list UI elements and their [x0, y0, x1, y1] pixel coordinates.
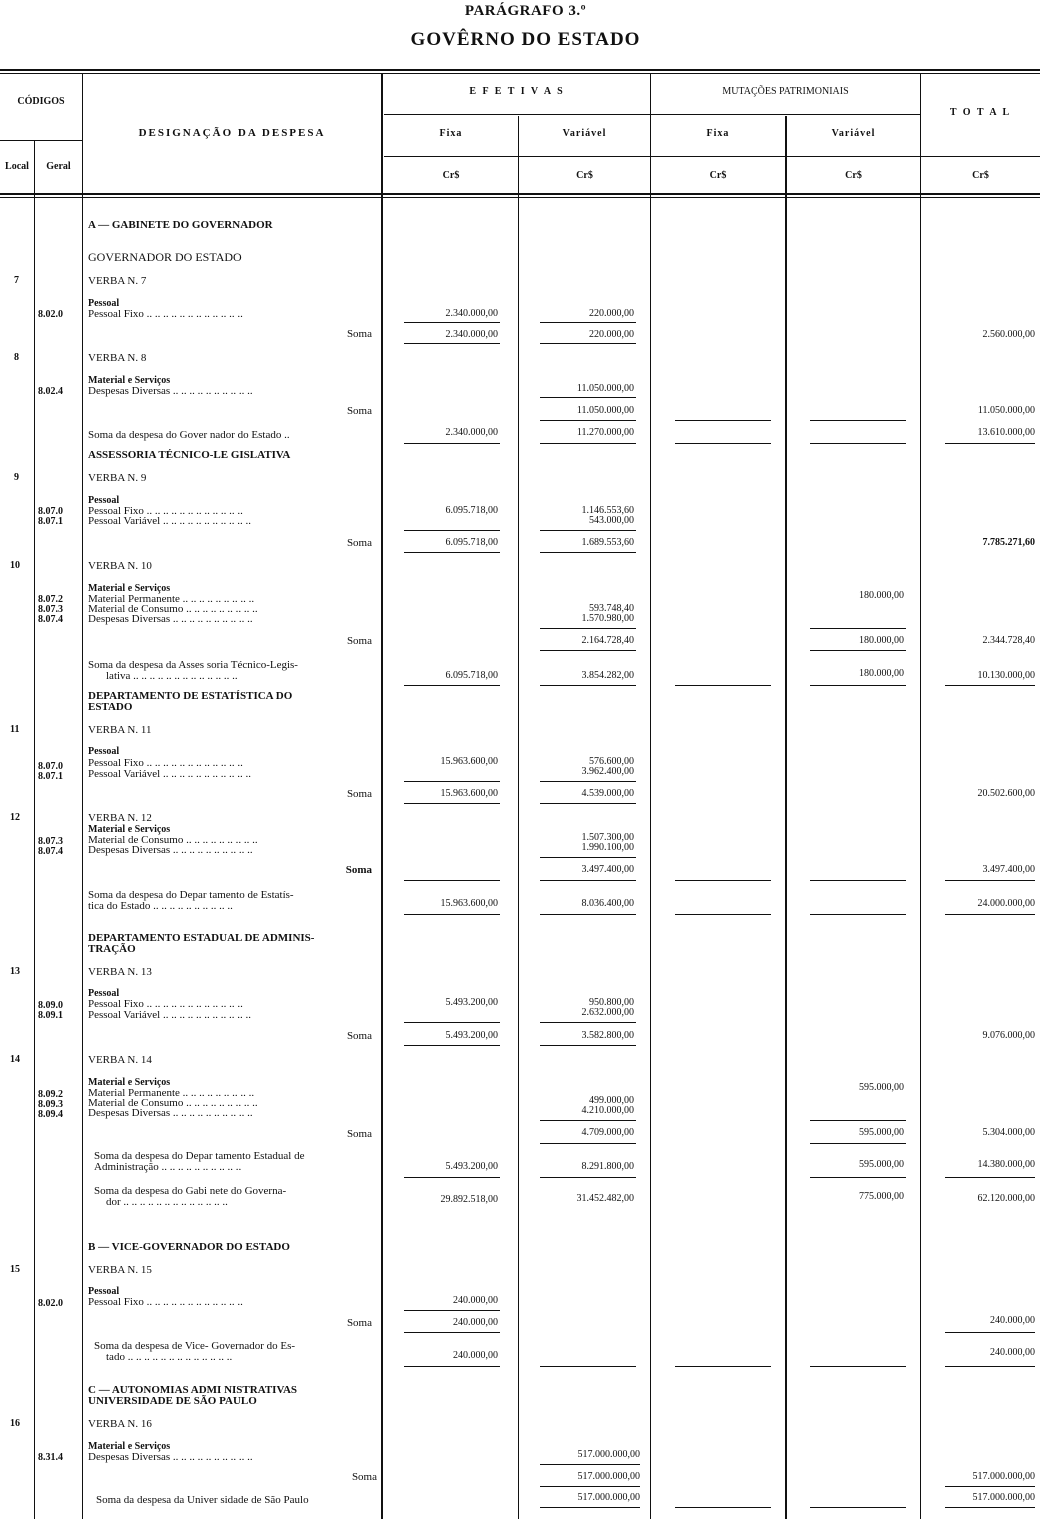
sum-rule: [945, 1366, 1035, 1367]
sum-rule: [540, 443, 636, 444]
sum-rule: [540, 530, 636, 531]
value: 6.095.718,00: [445, 670, 498, 681]
item-pessoal-fixo: Pessoal Fixo .. .. .. .. .. .. .. .. .. .. .. ..: [88, 308, 243, 320]
group-material: Material e Serviços: [88, 1077, 171, 1088]
item-despesas-diversas: Despesas Diversas .. .. .. .. .. .. .. .. .. ..: [88, 613, 253, 625]
geral-code: 8.02.0: [38, 1298, 63, 1309]
soma-estatistica: Soma da despesa do Depar tamento de Estatís-: [88, 889, 294, 901]
currency-mut-variavel: Cr$: [845, 170, 862, 181]
value: 593.748,40: [589, 603, 634, 614]
item-material-permanente: Material Permanente .. .. .. .. .. .. .. .. ..: [88, 1087, 255, 1099]
sum-rule: [675, 880, 771, 881]
value: 4.539.000,00: [581, 788, 634, 799]
sum-rule: [404, 1177, 500, 1178]
geral-code: 8.07.4: [38, 614, 63, 625]
geral-code: 8.31.4: [38, 1452, 63, 1463]
sum-rule: [540, 1120, 636, 1121]
value: 15.963.600,00: [440, 788, 498, 799]
sum-rule: [540, 781, 636, 782]
sum-rule: [404, 781, 500, 782]
group-pessoal: Pessoal: [88, 988, 120, 999]
value: 240.000,00: [453, 1295, 498, 1306]
table-top-rule-2: [0, 73, 1040, 74]
sum-rule: [540, 1022, 636, 1023]
item-pessoal-fixo: Pessoal Fixo .. .. .. .. .. .. .. .. .. .. .. ..: [88, 1296, 243, 1308]
item-material-consumo: Material de Consumo .. .. .. .. .. .. .. .. ..: [88, 603, 258, 615]
col-rule-mut-fixa: [785, 116, 787, 1519]
section-estatistica: DEPARTAMENTO DE ESTATÍSTICA DO: [88, 690, 293, 702]
item-pessoal-variavel: Pessoal Variável .. .. .. .. .. .. .. .. .. .. ..: [88, 1009, 251, 1021]
value: 499.000,00: [589, 1095, 634, 1106]
section-administracao: DEPARTAMENTO ESTADUAL DE ADMINIS-: [88, 932, 315, 944]
value: 3.962.400,00: [581, 766, 634, 777]
geral-code: 8.07.1: [38, 516, 63, 527]
header-bottom-rule: [0, 193, 1040, 195]
verba-13: VERBA N. 13: [88, 966, 152, 978]
value: 8.036.400,00: [581, 898, 634, 909]
sum-rule: [404, 1366, 500, 1367]
local-code: 10: [10, 560, 20, 571]
sum-rule: [675, 420, 771, 421]
sum-rule: [675, 1366, 771, 1367]
value: 543.000,00: [589, 515, 634, 526]
soma-label: Soma: [346, 405, 372, 417]
value: 14.380.000,00: [977, 1159, 1035, 1170]
item-pessoal-fixo: Pessoal Fixo .. .. .. .. .. .. .. .. .. .. .. ..: [88, 998, 243, 1010]
sum-rule: [404, 880, 500, 881]
value: 517.000.000,00: [577, 1449, 640, 1460]
currency-total: Cr$: [972, 170, 989, 181]
header-total: T O T A L: [949, 107, 1012, 118]
page-heading: GOVÊRNO DO ESTADO: [410, 29, 641, 50]
sum-rule: [540, 857, 636, 858]
value: 9.076.000,00: [982, 1030, 1035, 1041]
sum-rule: [540, 1143, 636, 1144]
soma-vice-2: tado .. .. .. .. .. .. .. .. .. .. .. .. ..: [106, 1351, 233, 1363]
value: 11.050.000,00: [576, 383, 634, 394]
sum-rule: [675, 685, 771, 686]
value: 2.344.728,40: [982, 635, 1035, 646]
local-code: 15: [10, 1264, 20, 1275]
value: 15.963.600,00: [440, 756, 498, 767]
sum-rule: [945, 1177, 1035, 1178]
item-despesas-diversas: Despesas Diversas .. .. .. .. .. .. .. .. .. ..: [88, 1451, 253, 1463]
soma-assessoria: Soma da despesa da Asses soria Técnico-Legis-: [88, 659, 298, 671]
sum-rule: [404, 685, 500, 686]
value: 5.493.200,00: [445, 1030, 498, 1041]
value: 240.000,00: [990, 1315, 1035, 1326]
geral-code: 8.07.1: [38, 771, 63, 782]
sum-rule: [945, 443, 1035, 444]
geral-code: 8.07.3: [38, 836, 63, 847]
geral-code: 8.09.1: [38, 1010, 63, 1021]
col-rule-geral: [82, 74, 83, 1519]
value: 775.000,00: [859, 1191, 904, 1202]
value: 13.610.000,00: [977, 427, 1035, 438]
soma-label: Soma: [346, 788, 372, 800]
value: 11.050.000,00: [977, 405, 1035, 416]
item-despesas-diversas: Despesas Diversas .. .. .. .. .. .. .. .. .. ..: [88, 844, 253, 856]
value: 31.452.482,00: [576, 1193, 634, 1204]
header-codigos: CÓDIGOS: [17, 96, 65, 107]
soma-administracao-2: Administração .. .. .. .. .. .. .. .. .. ..: [94, 1161, 242, 1173]
sum-rule: [404, 322, 500, 323]
soma-usp: Soma da despesa da Univer sidade de São Paulo: [96, 1494, 309, 1506]
soma-gabinete: Soma da despesa do Gabi nete do Governa-: [94, 1185, 287, 1197]
section-gabinete: A — GABINETE DO GOVERNADOR: [88, 219, 273, 231]
value: 517.000.000,00: [972, 1471, 1035, 1482]
section-administracao-2: TRAÇÃO: [88, 943, 136, 955]
sum-rule: [540, 1507, 640, 1508]
verba-15: VERBA N. 15: [88, 1264, 152, 1276]
value: 20.502.600,00: [977, 788, 1035, 799]
sum-rule: [675, 914, 771, 915]
soma-gabinete-2: dor .. .. .. .. .. .. .. .. .. .. .. .. ..: [106, 1196, 228, 1208]
value: 240.000,00: [453, 1350, 498, 1361]
geral-code: 8.02.0: [38, 309, 63, 320]
header-geral: Geral: [46, 161, 71, 172]
local-code: 12: [10, 812, 20, 823]
sum-rule: [945, 1332, 1035, 1333]
soma-label: Soma: [346, 328, 372, 340]
sum-rule: [540, 1366, 636, 1367]
sum-rule: [945, 914, 1035, 915]
value: 62.120.000,00: [977, 1193, 1035, 1204]
sum-rule: [404, 914, 500, 915]
value: 240.000,00: [990, 1347, 1035, 1358]
value: 4.210.000,00: [581, 1105, 634, 1116]
soma-label: Soma: [351, 1471, 377, 1483]
sum-rule: [404, 552, 500, 553]
soma-label: Soma: [346, 635, 372, 647]
soma-assessoria-2: lativa .. .. .. .. .. .. .. .. .. .. .. .. ..: [106, 670, 238, 682]
currency-variavel: Cr$: [576, 170, 593, 181]
value: 3.854.282,00: [581, 670, 634, 681]
sum-rule: [540, 552, 636, 553]
sum-rule: [540, 650, 636, 651]
item-material-consumo: Material de Consumo .. .. .. .. .. .. .. .. ..: [88, 834, 258, 846]
value: 3.497.400,00: [581, 864, 634, 875]
soma-governador: Soma da despesa do Gover nador do Estado ..: [88, 429, 290, 441]
value: 2.340.000,00: [445, 308, 498, 319]
sum-rule: [810, 1366, 906, 1367]
sum-rule: [945, 1507, 1035, 1508]
geral-code: 8.09.4: [38, 1109, 63, 1120]
sum-rule: [810, 1143, 906, 1144]
sum-rule: [810, 650, 906, 651]
sum-rule: [810, 914, 906, 915]
value: 1.570.980,00: [581, 613, 634, 624]
value: 576.600,00: [589, 756, 634, 767]
sum-rule: [404, 1045, 500, 1046]
geral-code: 8.02.4: [38, 386, 63, 397]
group-pessoal: Pessoal: [88, 746, 120, 757]
value: 5.304.000,00: [982, 1127, 1035, 1138]
section-assessoria: ASSESSORIA TÉCNICO-LE GISLATIVA: [88, 449, 291, 461]
header-efetivas: E F E T I V A S: [469, 86, 565, 97]
group-material: Material e Serviços: [88, 824, 171, 835]
verba-9: VERBA N. 9: [88, 472, 147, 484]
geral-code: 8.07.2: [38, 594, 63, 605]
geral-code: 8.09.2: [38, 1089, 63, 1100]
soma-label: Soma: [346, 1128, 372, 1140]
item-material-permanente: Material Permanente .. .. .. .. .. .. .. .. ..: [88, 593, 255, 605]
sum-rule: [540, 880, 636, 881]
value: 6.095.718,00: [445, 505, 498, 516]
currency-mut-fixa: Cr$: [709, 170, 727, 181]
local-code: 13: [10, 966, 20, 977]
sum-rule: [404, 1310, 500, 1311]
sum-rule: [810, 880, 906, 881]
sum-rule: [404, 803, 500, 804]
value: 29.892.518,00: [440, 1194, 498, 1205]
sum-rule: [540, 397, 636, 398]
currency-fixa: Cr$: [442, 170, 460, 181]
sum-rule: [404, 443, 500, 444]
sum-rule: [540, 322, 636, 323]
value: 517.000.000,00: [577, 1471, 640, 1482]
sum-rule: [540, 1464, 640, 1465]
soma-label: Soma: [346, 1030, 372, 1042]
hdr-rule-groups: [384, 114, 920, 115]
section-usp: UNIVERSIDADE DE SÃO PAULO: [88, 1395, 257, 1407]
verba-10: VERBA N. 10: [88, 560, 152, 572]
header-fixa: Fixa: [439, 128, 463, 139]
sum-rule: [810, 420, 906, 421]
verba-7: VERBA N. 7: [88, 275, 147, 287]
sum-rule: [810, 1120, 906, 1121]
value: 11.270.000,00: [576, 427, 634, 438]
group-material: Material e Serviços: [88, 375, 171, 386]
group-pessoal: Pessoal: [88, 1286, 120, 1297]
verba-11: VERBA N. 11: [88, 724, 152, 736]
sum-rule: [540, 343, 636, 344]
section-vice: B — VICE-GOVERNADOR DO ESTADO: [88, 1241, 290, 1253]
value: 1.146.553,60: [581, 505, 634, 516]
sum-rule: [540, 685, 636, 686]
geral-code: 8.07.3: [38, 604, 63, 615]
header-bottom-rule-2: [0, 197, 1040, 198]
sum-rule: [540, 803, 636, 804]
header-mut-variavel: Variável: [831, 128, 876, 139]
geral-code: 8.07.0: [38, 761, 63, 772]
value: 2.632.000,00: [581, 1007, 634, 1018]
sum-rule: [675, 443, 771, 444]
value: 2.340.000,00: [445, 427, 498, 438]
value: 8.291.800,00: [581, 1161, 634, 1172]
soma-administracao: Soma da despesa do Depar tamento Estadual de: [94, 1150, 305, 1162]
sum-rule: [810, 628, 906, 629]
value: 5.493.200,00: [445, 1161, 498, 1172]
sum-rule: [810, 1507, 906, 1508]
geral-code: 8.07.0: [38, 506, 63, 517]
item-despesas-diversas: Despesas Diversas .. .. .. .. .. .. .. .. .. ..: [88, 385, 253, 397]
value: 517.000.000,00: [577, 1492, 640, 1503]
table-top-rule: [0, 69, 1040, 71]
col-rule-fixa: [518, 116, 519, 1519]
sum-rule: [540, 628, 636, 629]
item-pessoal-fixo: Pessoal Fixo .. .. .. .. .. .. .. .. .. .. .. ..: [88, 505, 243, 517]
hdr-rule-sub: [384, 156, 1040, 157]
soma-label: Soma: [345, 864, 372, 876]
value: 3.582.800,00: [581, 1030, 634, 1041]
sum-rule: [810, 685, 906, 686]
section-estatistica-2: ESTADO: [88, 701, 133, 713]
sum-rule: [540, 914, 636, 915]
col-rule-designacao: [381, 74, 383, 1519]
value: 180.000,00: [859, 668, 904, 679]
sum-rule: [810, 443, 906, 444]
item-pessoal-fixo: Pessoal Fixo .. .. .. .. .. .. .. .. .. .. .. ..: [88, 757, 243, 769]
header-local: Local: [5, 161, 29, 172]
sum-rule: [540, 1486, 640, 1487]
item-material-consumo: Material de Consumo .. .. .. .. .. .. .. .. ..: [88, 1097, 258, 1109]
geral-code: 8.07.4: [38, 846, 63, 857]
sum-rule: [540, 1045, 636, 1046]
item-pessoal-variavel: Pessoal Variável .. .. .. .. .. .. .. .. .. .. ..: [88, 768, 251, 780]
local-code: 7: [14, 275, 19, 286]
local-code: 9: [14, 472, 19, 483]
value: 180.000,00: [859, 635, 904, 646]
group-pessoal: Pessoal: [88, 298, 120, 309]
local-code: 14: [10, 1054, 20, 1065]
value: 180.000,00: [859, 590, 904, 601]
sum-rule: [540, 1177, 636, 1178]
item-despesas-diversas: Despesas Diversas .. .. .. .. .. .. .. .. .. ..: [88, 1107, 253, 1119]
section-autonomias: C — AUTONOMIAS ADMI NISTRATIVAS: [88, 1384, 298, 1396]
sum-rule: [404, 1022, 500, 1023]
group-material: Material e Serviços: [88, 1441, 171, 1452]
value: 4.709.000,00: [581, 1127, 634, 1138]
sum-rule: [540, 420, 636, 421]
verba-16: VERBA N. 16: [88, 1418, 152, 1430]
value: 595.000,00: [859, 1159, 904, 1170]
value: 15.963.600,00: [440, 898, 498, 909]
value: 1.689.553,60: [581, 537, 634, 548]
value: 1.990.100,00: [581, 842, 634, 853]
value: 1.507.300,00: [581, 832, 634, 843]
value: 220.000,00: [589, 329, 634, 340]
value: 11.050.000,00: [576, 405, 634, 416]
sum-rule: [404, 1332, 500, 1333]
value: 2.340.000,00: [445, 329, 498, 340]
soma-estatistica-2: tica do Estado .. .. .. .. .. .. .. .. .. ..: [88, 900, 233, 912]
value: 24.000.000,00: [977, 898, 1035, 909]
header-mut-fixa: Fixa: [706, 128, 730, 139]
sum-rule: [945, 880, 1035, 881]
item-pessoal-variavel: Pessoal Variável .. .. .. .. .. .. .. .. .. .. ..: [88, 515, 251, 527]
sum-rule: [404, 343, 500, 344]
soma-vice: Soma da despesa de Vice- Governador do Es-: [94, 1340, 296, 1352]
value: 2.164.728,40: [581, 635, 634, 646]
group-pessoal: Pessoal: [88, 495, 120, 506]
value: 2.560.000,00: [982, 329, 1035, 340]
soma-label: Soma: [346, 1317, 372, 1329]
col-rule-efetivas: [650, 74, 651, 1519]
value: 950.800,00: [589, 997, 634, 1008]
verba-12: VERBA N. 12: [88, 812, 152, 824]
value: 3.497.400,00: [982, 864, 1035, 875]
verba-14: VERBA N. 14: [88, 1054, 152, 1066]
local-code: 16: [10, 1418, 20, 1429]
value: 517.000.000,00: [972, 1492, 1035, 1503]
hdr-rule-codigos: [0, 140, 82, 141]
value: 220.000,00: [589, 308, 634, 319]
header-mutacoes: MUTAÇÕES PATRIMONIAIS: [722, 86, 849, 97]
paragraph-title: PARÁGRAFO 3.º: [464, 3, 587, 19]
value: 595.000,00: [859, 1127, 904, 1138]
value: 595.000,00: [859, 1082, 904, 1093]
value: 10.130.000,00: [977, 670, 1035, 681]
soma-label: Soma: [346, 537, 372, 549]
sum-rule: [404, 530, 500, 531]
section-governador: GOVERNADOR DO ESTADO: [88, 250, 242, 264]
sum-rule: [945, 1486, 1035, 1487]
sum-rule: [675, 1507, 771, 1508]
value: 5.493.200,00: [445, 997, 498, 1008]
header-designacao: DESIGNAÇÃO DA DESPESA: [138, 127, 326, 139]
header-variavel: Variável: [562, 128, 607, 139]
value: 7.785.271,60: [982, 537, 1035, 548]
sum-rule: [945, 685, 1035, 686]
value: 240.000,00: [453, 1317, 498, 1328]
geral-code: 8.09.0: [38, 1000, 63, 1011]
local-code: 11: [10, 724, 20, 735]
group-material: Material e Serviços: [88, 583, 171, 594]
col-rule-local: [34, 140, 35, 1519]
geral-code: 8.09.3: [38, 1099, 63, 1110]
verba-8: VERBA N. 8: [88, 352, 147, 364]
local-code: 8: [14, 352, 19, 363]
sum-rule: [810, 1177, 906, 1178]
value: 6.095.718,00: [445, 537, 498, 548]
